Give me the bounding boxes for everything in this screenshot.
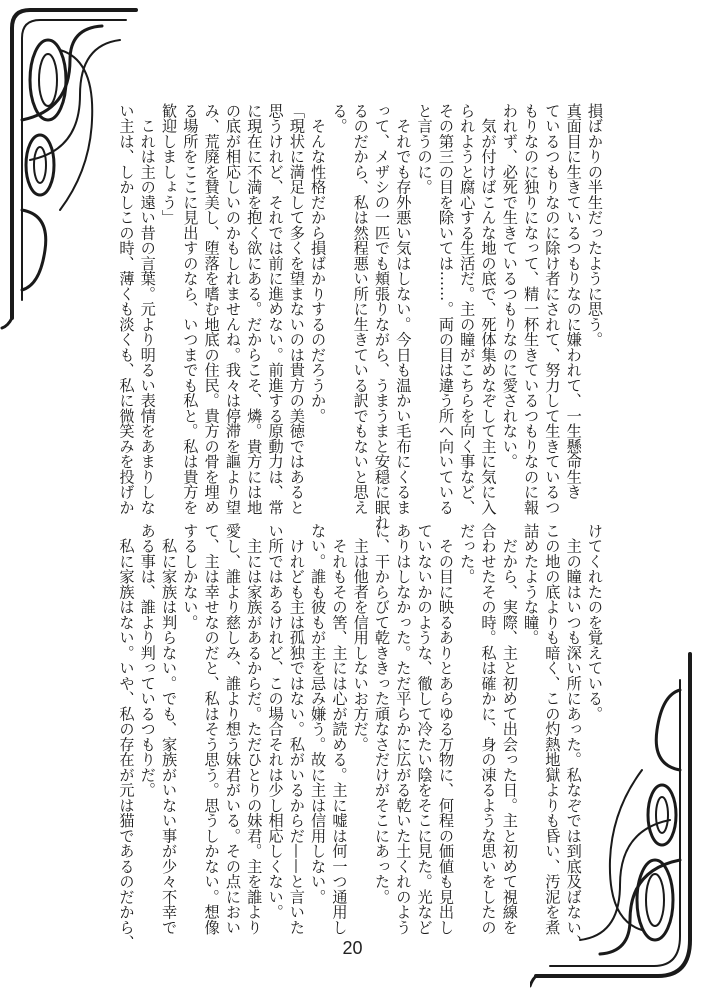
body-text-lower: けてくれたのを覚えている。 主の瞳はいつも深い所にあった。私なぞでは到底及ばない、 この地の底よりも暗く、この灼熱地獄よりも昏い、汚泥を煮 詰めたような瞳。 だから、実際、主と初めて出会った日。主と初めて視線を 合わせたその時。私は確かに、身の凍るような思いをしたの だった。 その目に映るありとあらゆる万物に、何程の価値も見出し ていないかのような、徹して冷たい陰をそこに見た。光など ありはしなかった。ただ平らかに広がる乾いた土くれのよう に、干からびて乾ききった頑なさだけがそこにあった。 主は他者を信用しないお方だ。 それもその筈、主には心が読める。主に嘘は何一つ通用し ない。誰も彼もが主を忌み嫌う。故に主は信用しない。 けれども主は孤独ではない。私がいるからだ——と言いた い所ではあるけれど、この場合それは少し相応しくない。 主には家族があるからだ。ただひとりの妹君。主を誰より 愛し、誰より慈しみ、誰より想う妹君がいる。その点におい て、主は幸せなのだと、私はそう思う。思うしかない。想像 するしかない。 私に家族は判らない。でも、家族がいない事が少々不幸で ある事は、誰より判っているつもりだ。 私に家族はない。いや、私の存在が元は猫であるのだから、 bbox=[117, 523, 604, 950]
body-text-upper: 損ばかりの半生だったように思う。 真面目に生きているつもりなのに嫌われて、一生懸命生き ているつもりなのに除け者にされて、努力して生きているつ もりなのに独りになって、精一杯生きているつもりなのに報 われず、必死で生きているつもりなのに愛されない。 気が付けばこんな地の底で、死体集めなぞして主に気に入 られようと腐心する生活だ。主の瞳がこちらを向く事など、 その第三の目を除いては……。両の目は違う所へ向いている と言うのに。 それでも存外悪い気はしない。今日も温かい毛布にくるま って、メザシの一匹でも頬張りながら、うまうまと安穏に眠れ るのだから、私は然程悪い所に生きている訳でもないと思え る。 そんな性格だから損ばかりするのだろうか。 「現状に満足して多くを望まないのは貴方の美徳ではあると 思うけれど、それでは前に進めない。前進する原動力は、常 に現在に不満を抱く欲にある。だからこそ、燐。貴方には地 の底が相応しいのかもしれませんね。我々は停滞を謳より望 み、荒廃を賛美し、堕落を嗜む地底の住民。貴方の骨を埋め る場所をここに見出すのなら、いつまでも私と。私は貴方を 歓迎しましょう」 これは主の遠い昔の言葉。元より明るい表情をあまりしな い主は、しかしこの時、薄くも淡くも、私に微笑みを投げか bbox=[117, 103, 604, 530]
page-number: 20 bbox=[342, 938, 363, 958]
